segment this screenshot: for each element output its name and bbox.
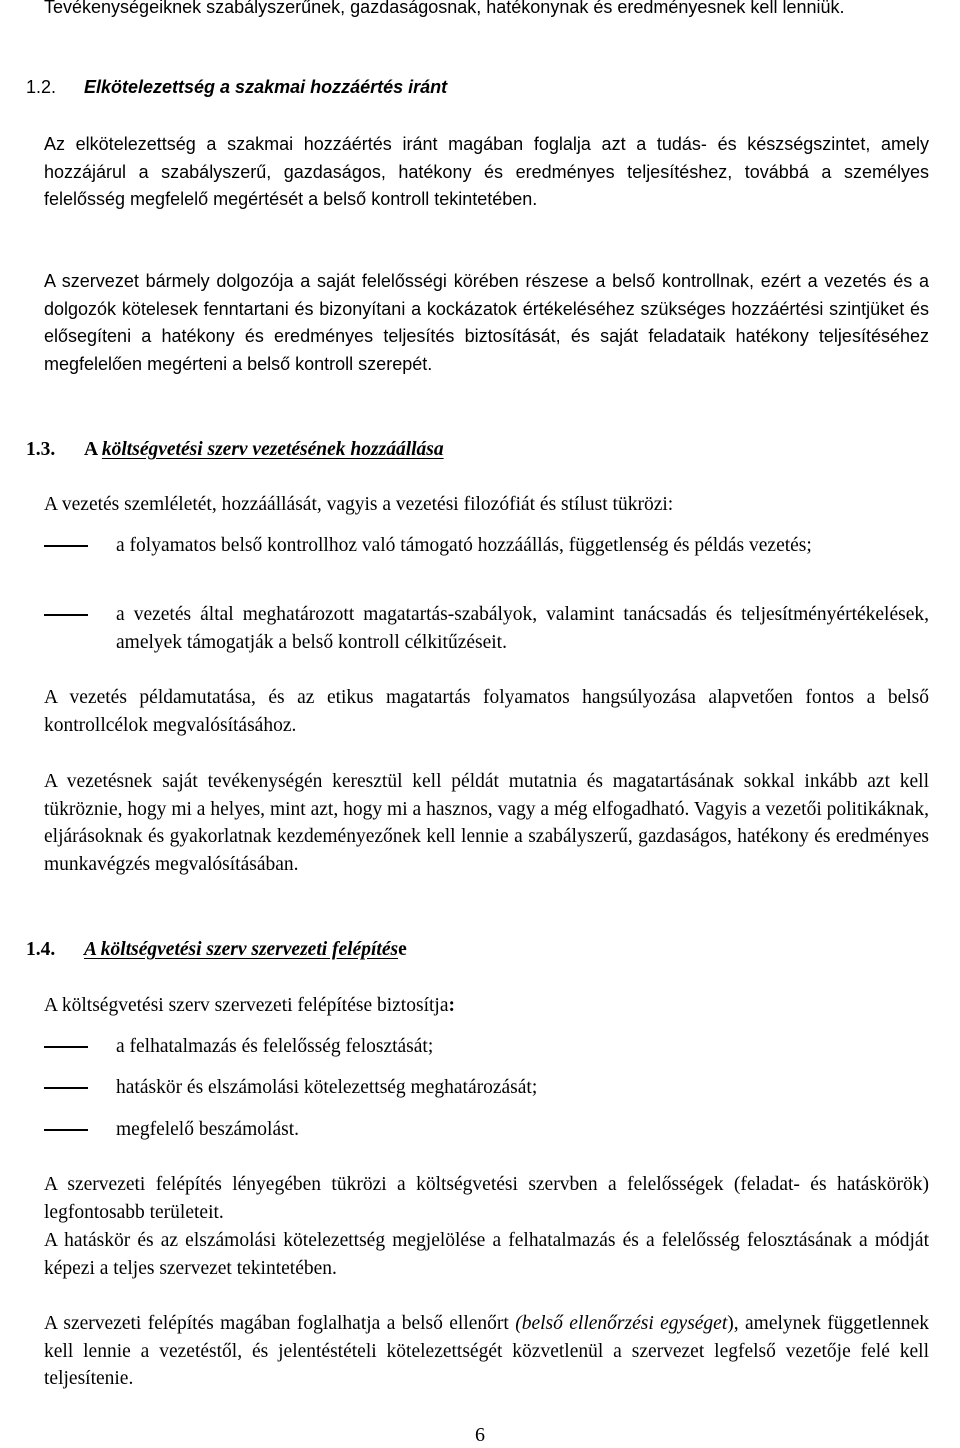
section-heading-1-4 <box>26 936 926 963</box>
paragraph-leadership-lead: A vezetés szemléletét, hozzáállását, vagyis a vezetési filozófiát és stílust tükrözi: <box>44 494 674 515</box>
section-title: költségvetési szerv vezetésének hozzáállása <box>101 439 444 460</box>
list-item-text: megfelelő beszámolást. <box>116 1119 300 1140</box>
list-item <box>44 532 929 560</box>
list-item-text: hatáskör és elszámolási kötelezettség meghatározását; <box>116 1077 538 1098</box>
paragraph-example: A vezetés példamutatása, és az etikus magatartás folyamatos hangsúlyozása alapvetően fontos a belső kontrollcélok megvalósításához. <box>44 687 929 736</box>
section-title: A költségvetési szerv szervezeti felépítés <box>84 939 399 960</box>
section-title-tail: e <box>398 939 407 960</box>
paragraph-authority: A hatáskör és az elszámolási kötelezettség megjelölése a felhatalmazás és a felelősség felosztásának a módját képezi a teljes szervezet tekintetében. <box>44 1230 929 1279</box>
list-item-text: a vezetés által meghatározott magatartás-szabályok, valamint tanácsadás és teljesítményértékelések, amelyek támogatják a belső kontroll célkitűzéseit. <box>116 604 929 653</box>
intro-paragraph: Tevékenységeiknek szabályszerűnek, gazdaságosnak, hatékonynak és eredményesnek kell lenniük. <box>44 0 845 17</box>
dash-bullet-icon <box>44 1046 88 1048</box>
dash-bullet-icon <box>44 1129 88 1131</box>
list-item <box>44 601 929 656</box>
dash-bullet-icon <box>44 614 88 616</box>
audit-text-emphasis: (belső ellenőrzési egységet <box>515 1313 728 1334</box>
section-heading-1-3 <box>26 436 926 463</box>
dash-bullet-icon <box>44 1087 88 1089</box>
page-number: 6 <box>475 1424 485 1446</box>
list-item <box>44 1116 929 1144</box>
paragraph-internal-audit <box>44 1310 929 1393</box>
list-item-text: a folyamatos belső kontrollhoz való támogató hozzáállás, függetlenség és példás vezetés; <box>116 535 812 556</box>
paragraph-staff: A szervezet bármely dolgozója a saját felelősségi körében részese a belső kontrollnak, ezért a vezetés és a dolgozók kötelesek fenntartani és bizonyítani a kockázatok értékeléséhez szükséges hozzáértési szintjüket és elősegíteni a hatékony és eredményes teljesítés biztosítását, és saját feladataik hatékony teljesítéséhez megfelelően megérteni a belső kontroll szerepét. <box>44 271 929 374</box>
paragraph-structure-reflect: A szervezeti felépítés lényegében tükrözi a költségvetési szervben a felelősségek (feladat- és hatáskörök) legfontosabb területeit. <box>44 1174 929 1223</box>
paragraph-structure-lead <box>44 992 929 1020</box>
list-item-text: a felhatalmazás és felelősség felosztását; <box>116 1036 434 1057</box>
dash-bullet-icon <box>44 545 88 547</box>
audit-text-b: ), amelynek függetlennek kell lennie a vezetéstől, és jelentéstételi kötelezettségét közvetlenül a szervezet legfelső vezetője felé kell teljesítenie. <box>44 1313 929 1390</box>
audit-text-a: A szervezeti felépítés magában foglalhatja a belső ellenőrt <box>44 1313 516 1334</box>
section-heading-1-2 <box>26 74 926 101</box>
section-number: 1.2. <box>26 77 57 97</box>
paragraph-commitment: Az elkötelezettség a szakmai hozzáértés iránt magában foglalja azt a tudás- és készségszintet, amely hozzájárul a szabályszerű, gazdaságos, hatékony és eredményes teljesítéshez, továbbá a személyes felelősség megfelelő megértését a belső kontroll tekintetében. <box>44 134 929 210</box>
list-item <box>44 1033 929 1061</box>
section-title-prefix: A <box>84 439 102 460</box>
list-item <box>44 1074 929 1102</box>
lead-colon: : <box>448 995 455 1016</box>
section-number: 1.3. <box>26 439 56 460</box>
section-number: 1.4. <box>26 939 56 960</box>
paragraph-leadership-activity: A vezetésnek saját tevékenységén keresztül kell példát mutatnia és magatartásának sokkal inkább azt kell tükröznie, hogy mi a helyes, mint azt, hogy mi a hasznos, vagy a még elfogadható. Vagyis a vezetői politikáknak, eljárásoknak és gyakorlatnak kezdeményezőnek kell lennie a szabályszerű, gazdaságos, hatékony és eredményes munkavégzés megvalósításában. <box>44 771 929 875</box>
lead-text: A költségvetési szerv szervezeti felépítése biztosítja <box>44 995 449 1016</box>
section-title: Elkötelezettség a szakmai hozzáértés iránt <box>84 77 448 97</box>
